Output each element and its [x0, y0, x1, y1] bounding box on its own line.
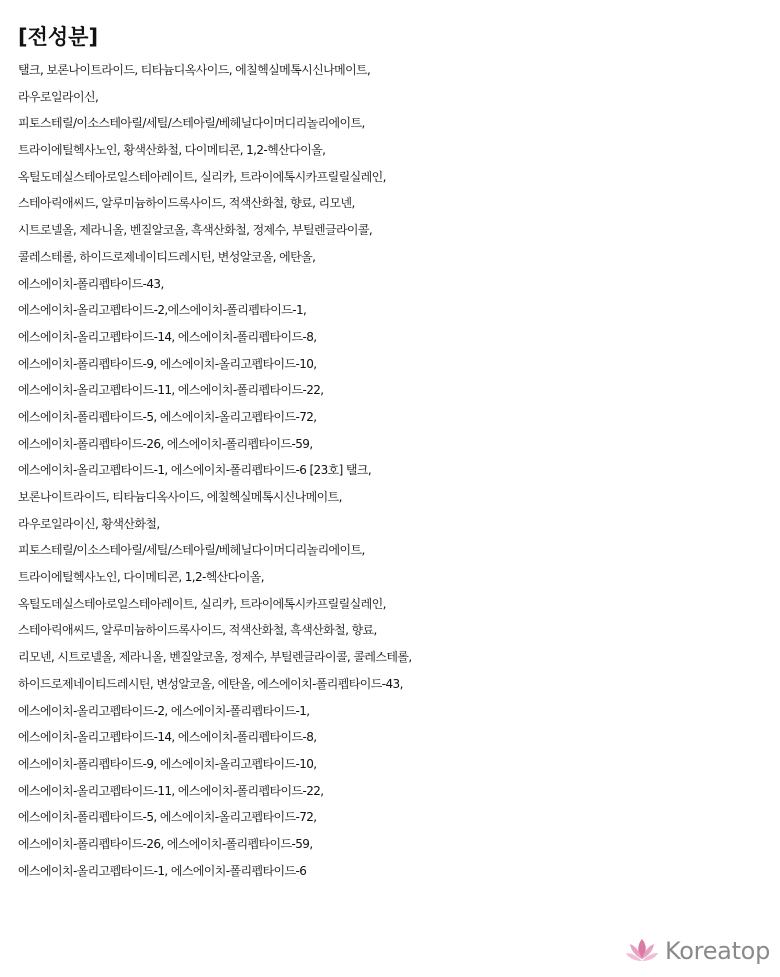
ingredient-line: 라우로일라이신, [18, 89, 99, 104]
ingredient-line: 에스에이치-올리고펩타이드-14, 에스에이치-폴리펩타이드-8, [18, 730, 317, 745]
ingredient-line: 라우로일라이신, 황색산화철, [18, 516, 160, 531]
ingredient-line: 탤크, 보론나이트라이드, 티타늄디옥사이드, 에칠헥실메톡시신나메이트, [18, 63, 371, 77]
ingredient-line: 스테아릭애씨드, 알루미늄하이드록사이드, 적색산화철, 흑색산화철, 향료, [18, 623, 377, 638]
lotus-icon [625, 937, 659, 965]
ingredient-line: 트라이에틸헥사노인, 다이메티콘, 1,2-헥산다이올, [18, 570, 264, 585]
ingredient-line: 에스에이치-올리고펩타이드-2,에스에이치-폴리펩타이드-1, [18, 303, 307, 318]
ingredient-line: 에스에이치-폴리펩타이드-43, [18, 276, 164, 291]
ingredient-line: 피토스테릴/이소스테아릴/세틸/스테아릴/베헤닐다이머디리놀리에이트, [18, 543, 365, 558]
document-heading: [전성분] [18, 25, 99, 49]
ingredient-line: 에스에이치-폴리펩타이드-26, 에스에이치-폴리펩타이드-59, [18, 836, 313, 851]
ingredient-line: 하이드로제네이티드레시틴, 변성알코올, 에탄올, 에스에이치-폴리펩타이드-43, [18, 676, 403, 691]
ingredient-line: 에스에이치-폴리펩타이드-9, 에스에이치-올리고펩타이드-10, [18, 756, 317, 771]
ingredient-line: 보론나이트라이드, 티타늄디옥사이드, 에칠헥실메톡시신나메이트, [18, 490, 342, 504]
ingredient-line: 에스에이치-폴리펩타이드-26, 에스에이치-폴리펩타이드-59, [18, 436, 313, 451]
ingredient-line: 트라이에틸헥사노인, 황색산화철, 다이메티콘, 1,2-헥산다이올, [18, 143, 326, 158]
ingredient-line: 스테아릭애씨드, 알루미늄하이드록사이드, 적색산화철, 향료, 리모넨, [18, 196, 355, 211]
koreatop-watermark [625, 937, 770, 965]
ingredient-line: 리모넨, 시트로넬올, 제라니올, 벤질알코올, 정제수, 부틸렌글라이콜, 콜레스테롤, [18, 650, 412, 665]
ingredient-line: 에스에이치-폴리펩타이드-5, 에스에이치-올리고펩타이드-72, [18, 810, 317, 825]
ingredient-line: 에스에이치-폴리펩타이드-5, 에스에이치-올리고펩타이드-72, [18, 409, 317, 424]
watermark-text: Koreatop [665, 937, 770, 965]
ingredient-line: 에스에이치-올리고펩타이드-14, 에스에이치-폴리펩타이드-8, [18, 329, 317, 344]
ingredient-line: 에스에이치-올리고펩타이드-2, 에스에이치-폴리펩타이드-1, [18, 703, 310, 718]
ingredient-line: 에스에이치-폴리펩타이드-9, 에스에이치-올리고펩타이드-10, [18, 356, 317, 371]
ingredient-line: 옥틸도데실스테아로일스테아레이트, 실리카, 트라이에톡시카프릴릴실레인, [18, 596, 386, 611]
ingredient-line: 에스에이치-올리고펩타이드-1, 에스에이치-폴리펩타이드-6 [23호] 탤크, [18, 463, 372, 478]
ingredient-line: 에스에이치-올리고펩타이드-1, 에스에이치-폴리펩타이드-6 [18, 863, 307, 878]
ingredient-line: 옥틸도데실스테아로일스테아레이트, 실리카, 트라이에톡시카프릴릴실레인, [18, 169, 386, 184]
ingredient-line: 에스에이치-올리고펩타이드-11, 에스에이치-폴리펩타이드-22, [18, 783, 324, 798]
ingredient-line: 시트로넬올, 제라니올, 벤질알코올, 흑색산화철, 정제수, 부틸렌글라이콜, [18, 223, 373, 238]
ingredient-line: 콜레스테롤, 하이드로제네이티드레시틴, 변성알코올, 에탄올, [18, 249, 316, 264]
ingredient-lines [18, 57, 774, 884]
ingredient-line: 피토스테릴/이소스테아릴/세틸/스테아릴/베헤닐다이머디리놀리에이트, [18, 116, 365, 131]
ingredient-line: 에스에이치-올리고펩타이드-11, 에스에이치-폴리펩타이드-22, [18, 383, 324, 398]
ingredients-document [18, 22, 774, 884]
